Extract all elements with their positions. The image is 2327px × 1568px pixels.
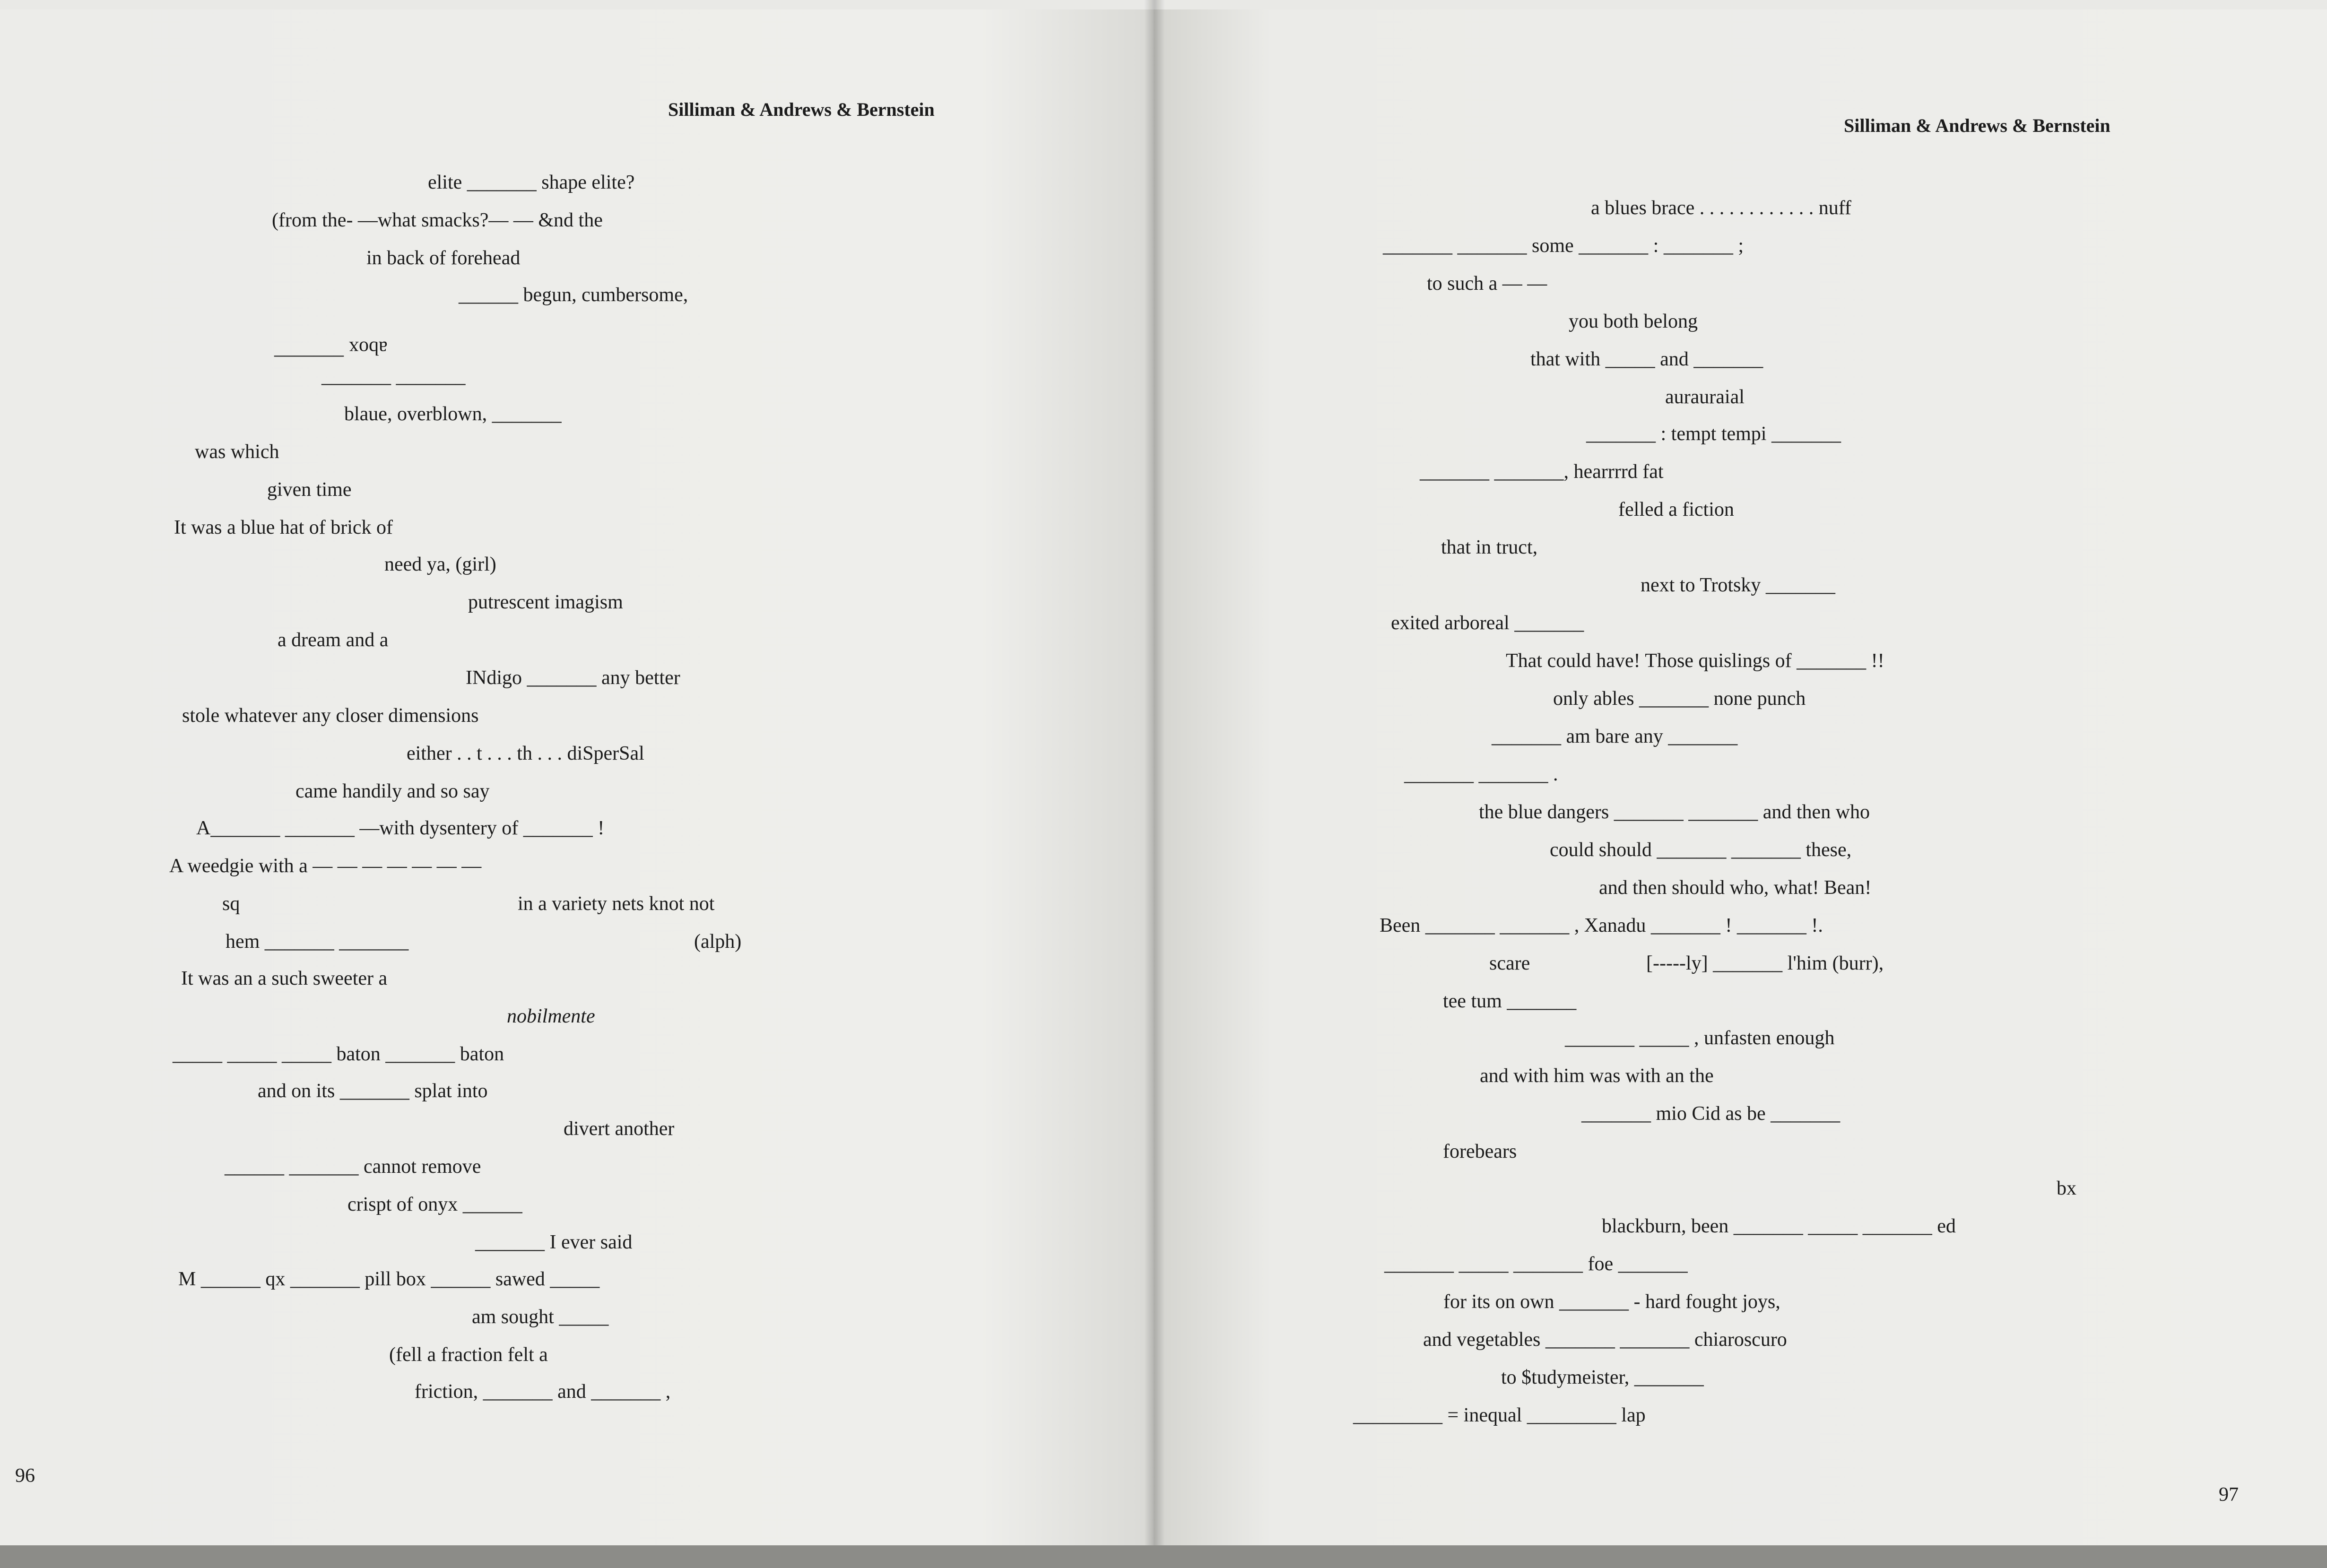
poem-line: _______ _______ xyxy=(321,365,466,387)
poem-line: next to Trotsky _______ xyxy=(1641,574,1835,596)
poem-line: to such a — — xyxy=(1427,273,1547,295)
scan-background-edge xyxy=(0,1545,2327,1568)
poem-line: need ya, (girl) xyxy=(384,554,496,575)
poem-line: (from the- —what smacks?— — &nd the xyxy=(272,209,603,231)
poem-line: A weedgie with a — — — — — — — xyxy=(169,855,482,877)
poem-line: sq xyxy=(222,893,240,915)
poem-line: that in truct, xyxy=(1441,537,1538,558)
poem-line: (fell a fraction felt a xyxy=(389,1344,548,1366)
page-number: 97 xyxy=(2219,1484,2239,1506)
poem-line: and vegetables _______ _______ chiaroscuro xyxy=(1423,1329,1787,1351)
poem-line: felled a fiction xyxy=(1618,499,1734,520)
blank-segment: _______ xyxy=(274,337,344,359)
poem-line: _______ _______ some _______ : _______ ; xyxy=(1383,235,1744,257)
poem-line: [-----ly] _______ l'him (burr), xyxy=(1646,953,1884,974)
poem-line: It was an a such sweeter a xyxy=(181,968,388,989)
poem-line: and then should who, what! Bean! xyxy=(1599,877,1872,899)
poem-line: friction, _______ and _______ , xyxy=(415,1381,671,1403)
poem-line: aurauraial xyxy=(1665,386,1745,408)
poem-line: was which xyxy=(195,441,279,463)
poem-line: hem _______ _______ xyxy=(226,931,409,953)
poem-line: bx xyxy=(2057,1178,2076,1199)
poem-line: M ______ qx _______ pill box ______ sawed _____ xyxy=(178,1268,600,1290)
poem-line: stole whatever any closer dimensions xyxy=(182,705,479,727)
poem-line: in back of forehead xyxy=(366,247,521,269)
left-page xyxy=(0,9,1154,1555)
poem-line: am sought _____ xyxy=(472,1306,609,1328)
poem-line: _______ _____ , unfasten enough xyxy=(1565,1027,1835,1049)
poem-line: the blue dangers _______ _______ and then who xyxy=(1479,801,1870,823)
poem-line: blaue, overblown, _______ xyxy=(344,403,562,425)
poem-line: elite _______ shape elite? xyxy=(428,172,635,193)
poem-line: It was a blue hat of brick of xyxy=(174,517,393,538)
poem-line: That could have! Those quislings of _______ !! xyxy=(1506,650,1884,672)
poem-line: blackburn, been _______ _____ _______ ed xyxy=(1602,1215,1956,1237)
poem-line: given time xyxy=(267,479,352,501)
poem-line: _______ : tempt tempi _______ xyxy=(1586,423,1841,445)
poem-line: divert another xyxy=(564,1118,675,1140)
poem-line: exited arboreal _______ xyxy=(1391,612,1584,634)
poem-line: Been _______ _______ , Xanadu _______ ! _______ !. xyxy=(1380,915,1823,936)
poem-line: _________ = inequal _________ lap xyxy=(1353,1404,1646,1426)
page-number: 96 xyxy=(15,1465,35,1487)
poem-line: _______ am bare any _______ xyxy=(1492,726,1738,747)
book-gutter xyxy=(1144,0,1165,1568)
poem-line: came handily and so say xyxy=(295,780,490,802)
poem-line: ______ begun, cumbersome, xyxy=(459,284,688,306)
poem-line: crispt of onyx ______ xyxy=(347,1194,522,1215)
poem-line: that with _____ and _______ xyxy=(1530,348,1763,370)
poem-line: a dream and a xyxy=(278,629,389,651)
inverted-word: abox xyxy=(348,337,388,359)
poem-line: forebears xyxy=(1443,1141,1517,1162)
poem-line: scare xyxy=(1489,953,1530,974)
poem-line: nobilmente xyxy=(507,1005,595,1027)
poem-line xyxy=(274,337,387,359)
poem-line: _______ mio Cid as be _______ xyxy=(1581,1103,1841,1125)
poem-line: and on its _______ splat into xyxy=(258,1080,488,1102)
poem-line: A_______ _______ —with dysentery of _______ ! xyxy=(196,817,605,839)
poem-line: a blues brace . . . . . . . . . . . . nuff xyxy=(1591,197,1851,219)
poem-line: _______ I ever said xyxy=(475,1231,633,1253)
poem-line: for its on own _______ - hard fought joys, xyxy=(1443,1291,1780,1313)
poem-line: either . . t . . . th . . . diSperSal xyxy=(407,743,644,764)
poem-line: tee tum _______ xyxy=(1443,990,1577,1012)
poem-line: INdigo _______ any better xyxy=(466,667,680,689)
poem-line: _____ _____ _____ baton _______ baton xyxy=(173,1043,504,1065)
poem-line: to $tudymeister, _______ xyxy=(1501,1367,1704,1388)
poem-line: _______ _______, hearrrrd fat xyxy=(1420,461,1664,483)
poem-line: you both belong xyxy=(1569,311,1698,332)
poem-line: could should _______ _______ these, xyxy=(1550,839,1852,861)
poem-line: _______ _______ . xyxy=(1404,763,1558,785)
poem-line: in a variety nets knot not xyxy=(518,893,715,915)
poem-line: and with him was with an the xyxy=(1480,1065,1714,1087)
poem-line: (alph) xyxy=(694,931,742,953)
poem-line: ______ _______ cannot remove xyxy=(225,1156,481,1178)
poem-line: only ables _______ none punch xyxy=(1553,688,1806,710)
poem-line: putrescent imagism xyxy=(468,591,623,613)
poem-line: _______ _____ _______ foe _______ xyxy=(1384,1253,1688,1275)
right-running-header: Silliman & Andrews & Bernstein xyxy=(1844,115,2110,136)
left-running-header: Silliman & Andrews & Bernstein xyxy=(668,99,935,120)
right-page xyxy=(1154,9,2327,1555)
